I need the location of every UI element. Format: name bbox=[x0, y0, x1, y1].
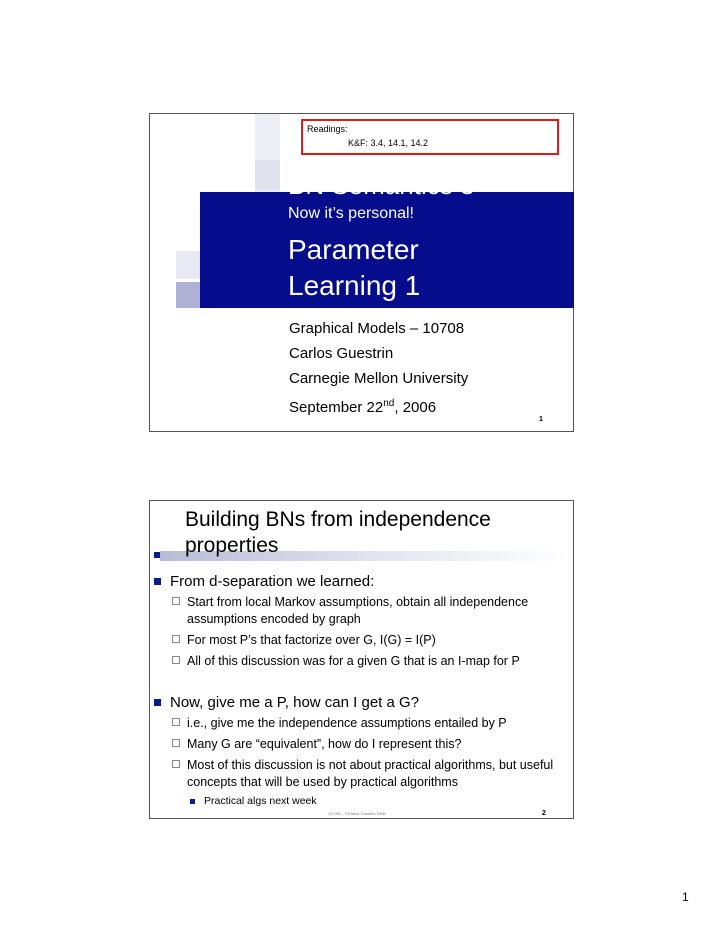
sub-sub-bullet-item: Practical algs next week bbox=[190, 795, 317, 807]
lecture-date: September 22nd, 2006 bbox=[289, 398, 437, 416]
university-name: Carnegie Mellon University bbox=[289, 370, 469, 387]
decor-square bbox=[176, 282, 202, 308]
decor-square bbox=[255, 160, 280, 190]
checkbox-bullet-icon bbox=[172, 760, 180, 768]
course-info bbox=[289, 316, 468, 391]
sub-bullet-item: i.e., give me the independence assumptions entailed by P bbox=[172, 715, 567, 732]
bullet-item: From d-separation we learned: bbox=[154, 573, 374, 590]
slide-title-2: Parameter Learning 1 bbox=[288, 234, 421, 301]
readings-box bbox=[301, 119, 559, 155]
checkbox-bullet-icon bbox=[172, 656, 180, 664]
checkbox-bullet-icon bbox=[172, 739, 180, 747]
sub-bullet-item: Start from local Markov assumptions, obtain all independence assumptions encoded by graph bbox=[172, 594, 567, 628]
course-name: Graphical Models – 10708 bbox=[289, 320, 465, 337]
readings-value: K&F: 3.4, 14.1, 14.2 bbox=[348, 138, 429, 148]
slide-subtitle: Now it’s personal! bbox=[288, 205, 414, 222]
slide-footer: 10-708 – ©Carlos Guestrin 2006 bbox=[328, 811, 386, 816]
sub-bullet-item: For most P’s that factorize over G, I(G) = I(P) bbox=[172, 632, 567, 649]
slide-page-number: 1 bbox=[539, 416, 543, 423]
slide-1 bbox=[149, 113, 574, 432]
checkbox-bullet-icon bbox=[172, 635, 180, 643]
decor-square bbox=[176, 251, 202, 279]
readings-label: Readings: bbox=[307, 124, 348, 134]
sub-bullet-item: Most of this discussion is not about practical algorithms, but useful concepts that will be used by practical algorithms bbox=[172, 757, 567, 791]
checkbox-bullet-icon bbox=[172, 597, 180, 605]
sheet-page-number: 1 bbox=[682, 890, 689, 904]
slide-title: Building BNs from independence properties bbox=[185, 508, 491, 557]
sub-bullet-item: All of this discussion was for a given G that is an I-map for P bbox=[172, 653, 567, 670]
sub-bullet-item: Many G are “equivalent”, how do I represent this? bbox=[172, 736, 567, 753]
checkbox-bullet-icon bbox=[172, 718, 180, 726]
title-band bbox=[200, 170, 574, 308]
slide-page-number: 2 bbox=[542, 810, 546, 817]
slide-2 bbox=[149, 500, 574, 819]
title-bullet-square bbox=[154, 552, 160, 558]
slide-title: BN Semantics 3 bbox=[288, 170, 475, 200]
bullet-item: Now, give me a P, how can I get a G? bbox=[154, 694, 419, 711]
author-name: Carlos Guestrin bbox=[289, 345, 394, 362]
